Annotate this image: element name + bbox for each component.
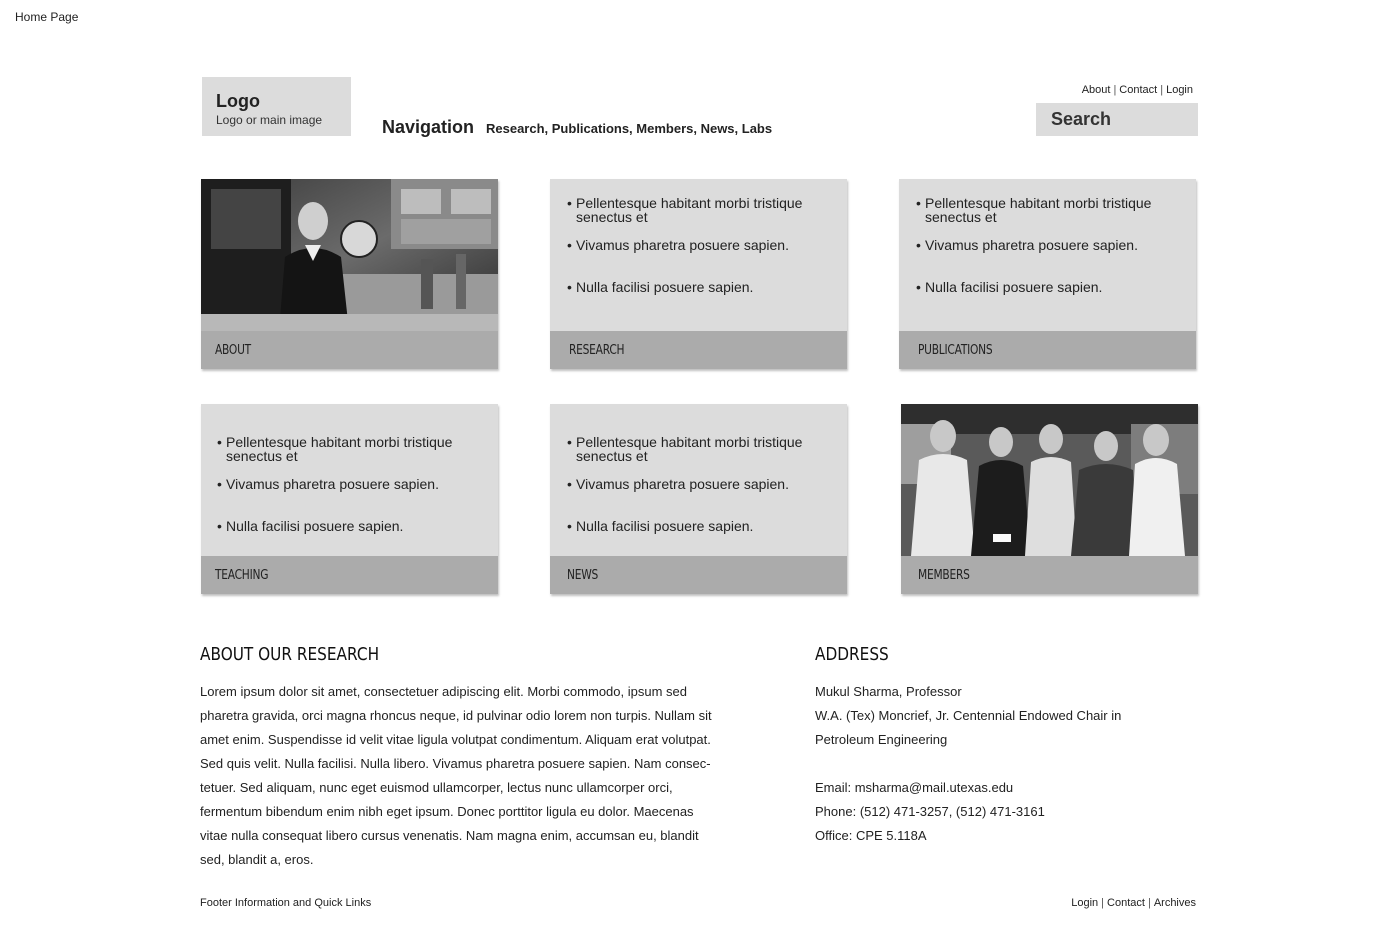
page-label: Home Page: [15, 10, 79, 24]
text-line: vitae nulla consequat libero cursus venenatis. Nam magna enim, accumsan eu, blandit: [200, 828, 699, 843]
list-item: • Vivamus pharetra posuere sapien.: [916, 238, 1176, 280]
search-box[interactable]: [1036, 103, 1198, 136]
bullet-list: [567, 196, 827, 294]
card-members[interactable]: [901, 404, 1198, 594]
address-title: ADDRESS: [815, 644, 889, 665]
address-block: [815, 680, 1195, 848]
address-chair: W.A. (Tex) Moncrief, Jr. Centennial Endowed Chair in: [815, 708, 1122, 723]
list-item: • Pellentesque habitant morbi tristique senectus et: [217, 435, 477, 477]
list-item: • Pellentesque habitant morbi tristique senectus et: [916, 196, 1176, 238]
list-item: • Vivamus pharetra posuere sapien.: [567, 477, 827, 519]
text-line: Sed quis velit. Nulla facilisi. Nulla libero. Vivamus pharetra posuere sapien. Nam consec-: [200, 756, 711, 771]
address-name: Mukul Sharma, Professor: [815, 684, 962, 699]
footer-archives-link[interactable]: Archives: [1153, 897, 1196, 909]
text-line: pharetra gravida, orci magna rhoncus neque, id pulvinar odio lorem non turpis. Nullam sit: [200, 708, 712, 723]
utility-links: [1040, 84, 1193, 96]
card-label: MEMBERS: [901, 556, 1198, 594]
card-label: ABOUT: [201, 331, 498, 369]
address-phone: Phone: (512) 471-3257, (512) 471-3161: [815, 804, 1045, 819]
text-line: sed, blandit a, eros.: [200, 852, 314, 867]
separator: |: [1147, 897, 1151, 909]
list-item: • Vivamus pharetra posuere sapien.: [567, 238, 827, 280]
card-teaching[interactable]: [201, 404, 498, 594]
members-photo: [901, 404, 1198, 556]
address-dept: Petroleum Engineering: [815, 732, 948, 747]
text-line: amet enim. Suspendisse id velit vitae ligula volutpat condimentum. Aliquam erat volutpat.: [200, 732, 711, 747]
card-label: TEACHING: [201, 556, 498, 594]
login-link[interactable]: Login: [1166, 84, 1193, 96]
card-about[interactable]: [201, 179, 498, 369]
logo-title: Logo: [216, 91, 260, 111]
list-item: • Nulla facilisi posuere sapien.: [217, 519, 477, 533]
about-link[interactable]: About: [1081, 84, 1111, 96]
separator: |: [1160, 84, 1164, 96]
about-photo: [201, 179, 498, 331]
card-label: RESEARCH: [550, 331, 847, 369]
logo[interactable]: [202, 77, 351, 136]
card-publications[interactable]: [899, 179, 1196, 369]
bullet-list: [217, 435, 477, 533]
list-item: • Nulla facilisi posuere sapien.: [567, 519, 827, 533]
logo-subtitle: Logo or main image: [216, 113, 323, 127]
footer-login-link[interactable]: Login: [1071, 897, 1099, 909]
text-line: fermentum bibendum enim nibh eget ipsum. Donec porttitor ligula eu dolor. Maecenas: [200, 804, 694, 819]
list-item: • Pellentesque habitant morbi tristique senectus et: [567, 196, 827, 238]
nav-title: Navigation: [382, 117, 475, 137]
spacer: [815, 752, 1195, 776]
text-line: Lorem ipsum dolor sit amet, consectetuer adipiscing elit. Morbi commodo, ipsum sed: [200, 684, 687, 699]
list-item: • Pellentesque habitant morbi tristique senectus et: [567, 435, 827, 477]
footer-info: Footer Information and Quick Links: [200, 897, 372, 909]
about-research-text: [200, 680, 740, 872]
separator: |: [1113, 84, 1117, 96]
card-label: NEWS: [550, 556, 847, 594]
card-research[interactable]: [550, 179, 847, 369]
contact-link[interactable]: Contact: [1119, 84, 1158, 96]
list-item: • Vivamus pharetra posuere sapien.: [217, 477, 477, 519]
bullet-list: [567, 435, 827, 533]
list-item: • Nulla facilisi posuere sapien.: [567, 280, 827, 294]
footer-contact-link[interactable]: Contact: [1107, 897, 1145, 909]
about-research-title: ABOUT OUR RESEARCH: [200, 644, 380, 665]
footer-links: [1000, 897, 1196, 909]
text-line: tetuer. Sed aliquam, nunc eget euismod ullamcorper, lectus nunc ullamcorper orci,: [200, 780, 673, 795]
separator: |: [1101, 897, 1105, 909]
card-label: PUBLICATIONS: [899, 331, 1196, 369]
nav-links[interactable]: Research, Publications, Members, News, Labs: [486, 121, 773, 136]
list-item: • Nulla facilisi posuere sapien.: [916, 280, 1176, 294]
bullet-list: [916, 196, 1176, 294]
search-label: Search: [1051, 109, 1112, 129]
card-news[interactable]: [550, 404, 847, 594]
address-email[interactable]: Email: msharma@mail.utexas.edu: [815, 780, 1014, 795]
address-office: Office: CPE 5.118A: [815, 828, 927, 843]
